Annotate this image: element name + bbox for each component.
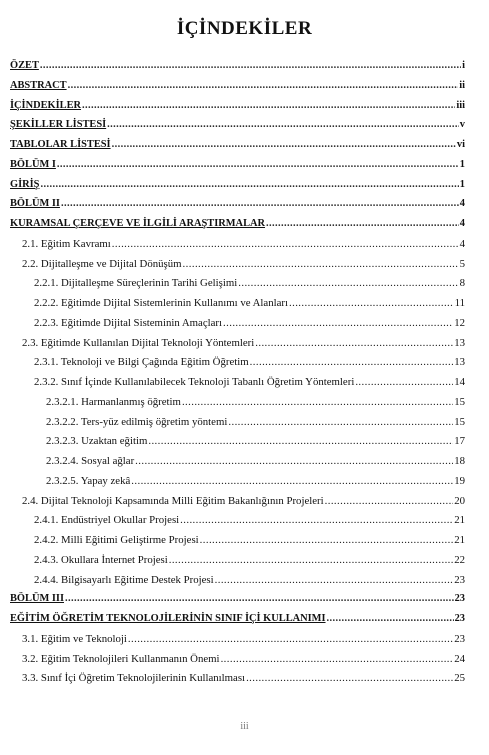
toc-entry[interactable] xyxy=(10,80,465,100)
toc-entry-page: 22 xyxy=(454,553,465,566)
toc-entry-page: 11 xyxy=(454,297,465,309)
toc-entry[interactable] xyxy=(10,238,465,258)
toc-entry-page: 20 xyxy=(454,494,465,507)
toc-dot-leader xyxy=(221,653,454,665)
toc-dot-leader xyxy=(228,416,453,428)
toc-entry-label: BÖLÜM III xyxy=(10,593,64,605)
toc-entry-page: 23 xyxy=(454,632,465,645)
toc-entry-label: 2.3. Eğitimde Kullanılan Dijital Teknoloji Yöntemleri xyxy=(22,336,255,349)
toc-entry-page: iii xyxy=(456,99,465,111)
toc-entry[interactable] xyxy=(10,100,465,120)
toc-entry-page: 23 xyxy=(454,593,465,605)
toc-entry-label: 2.4.3. Okullara İnternet Projesi xyxy=(34,553,168,566)
toc-entry[interactable] xyxy=(10,435,465,455)
toc-dot-leader xyxy=(355,376,453,388)
toc-entry[interactable] xyxy=(10,218,465,238)
toc-entry[interactable] xyxy=(10,534,465,554)
toc-entry-label: 2.2.1. Dijitalleşme Süreçlerinin Tarihi Gelişimi xyxy=(34,277,238,290)
toc-entry-page: 4 xyxy=(459,237,465,250)
toc-entry-page: 15 xyxy=(454,395,465,408)
toc-entry[interactable] xyxy=(10,554,465,574)
toc-entry[interactable] xyxy=(10,653,465,673)
toc-entry-label: 2.4.4. Bilgisayarlı Eğitime Destek Projesi xyxy=(34,573,214,586)
toc-entry-label: 2.2.2. Eğitimde Dijital Sistemlerinin Kullanımı ve Alanları xyxy=(34,297,288,309)
toc-entry-page: 15 xyxy=(454,415,465,428)
toc-entry[interactable] xyxy=(10,139,465,159)
toc-entry[interactable] xyxy=(10,574,465,594)
toc-dot-leader xyxy=(112,139,456,150)
toc-dot-leader xyxy=(289,297,454,309)
toc-entry[interactable] xyxy=(10,396,465,416)
toc-entry-page: 24 xyxy=(454,652,465,665)
toc-entry-label: 2.4.1. Endüstriyel Okullar Projesi xyxy=(34,514,180,527)
toc-dot-leader xyxy=(112,238,459,250)
toc-entry-label: BÖLÜM II xyxy=(10,198,60,210)
toc-entry-label: GİRİŞ xyxy=(10,178,40,190)
toc-dot-leader xyxy=(82,100,455,111)
toc-entry-page: 12 xyxy=(454,316,465,329)
toc-entry-label: TABLOLAR LİSTESİ xyxy=(10,139,111,150)
toc-entry-label: 2.3.2. Sınıf İçinde Kullanılabilecek Teknoloji Tabanlı Öğretim Yöntemleri xyxy=(34,376,355,388)
toc-entry[interactable] xyxy=(10,317,465,337)
toc-dot-leader xyxy=(182,396,453,408)
toc-entry[interactable] xyxy=(10,198,465,218)
toc-entry-label: 2.3.2.4. Sosyal ağlar xyxy=(46,455,135,467)
toc-dot-leader xyxy=(183,258,459,270)
page-title: İÇİNDEKİLER xyxy=(176,18,313,39)
toc-entry-label: 2.2.3. Eğitimde Dijital Sisteminin Amaçları xyxy=(34,316,223,329)
toc-entry-page: 4 xyxy=(459,198,465,210)
toc-entry-page: 5 xyxy=(459,257,465,270)
toc-entry[interactable] xyxy=(10,119,465,139)
toc-entry-label: 2.2. Dijitalleşme ve Dijital Dönüşüm xyxy=(22,257,182,270)
toc-dot-leader xyxy=(223,317,453,329)
toc-entry[interactable] xyxy=(10,455,465,475)
toc-entry[interactable] xyxy=(10,495,465,515)
toc-dot-leader xyxy=(246,672,453,684)
toc-entry-page: i xyxy=(462,60,465,71)
toc-dot-leader xyxy=(131,475,453,487)
toc-dot-leader xyxy=(135,455,453,467)
toc-entry-label: 2.3.2.3. Uzaktan eğitim xyxy=(46,435,148,448)
toc-entry-page: 23 xyxy=(454,573,465,586)
toc-entry[interactable] xyxy=(10,60,465,80)
toc-dot-leader xyxy=(327,613,454,624)
toc-entry-page: 21 xyxy=(454,534,465,546)
toc-dot-leader xyxy=(215,574,454,586)
toc-entry-page: 8 xyxy=(459,277,465,290)
toc-entry[interactable] xyxy=(10,337,465,357)
toc-entry-label: KURAMSAL ÇERÇEVE VE İLGİLİ ARAŞTIRMALAR xyxy=(10,218,266,229)
toc-entry-label: ÖZET xyxy=(10,60,39,71)
toc-entry-label: 2.4.2. Milli Eğitimi Geliştirme Projesi xyxy=(34,534,199,546)
toc-entry-label: 3.1. Eğitim ve Teknoloji xyxy=(22,632,127,645)
toc-dot-leader xyxy=(68,80,459,91)
toc-entry-page: 19 xyxy=(454,474,465,487)
toc-dot-leader xyxy=(180,514,453,526)
toc-dot-leader xyxy=(169,554,453,566)
toc-dot-leader xyxy=(107,119,459,130)
toc-entry-label: ABSTRACT xyxy=(10,79,67,91)
toc-entry-page: ii xyxy=(459,79,465,91)
page-number: iii xyxy=(240,721,249,732)
toc-entry[interactable] xyxy=(10,159,465,179)
toc-entry-label: 2.3.2.1. Harmanlanmış öğretim xyxy=(46,395,181,408)
toc-dot-leader xyxy=(200,534,454,546)
toc-entry-label: 2.3.2.2. Ters-yüz edilmiş öğretim yöntemi xyxy=(46,415,228,428)
toc-entry-page: 17 xyxy=(454,435,465,448)
toc-dot-leader xyxy=(128,633,453,645)
toc-entry-page: 21 xyxy=(454,514,465,527)
toc-entry[interactable] xyxy=(10,258,465,278)
toc-entry-page: 14 xyxy=(454,376,465,388)
toc-entry-label: EĞİTİM ÖĞRETİM TEKNOLOJİLERİNİN SINIF İÇİ KULLANIMI xyxy=(10,613,326,624)
toc-entry[interactable] xyxy=(10,356,465,376)
toc-entry[interactable] xyxy=(10,613,465,633)
toc-entry-label: İÇİNDEKİLER xyxy=(10,99,82,111)
toc-dot-leader xyxy=(255,337,453,349)
toc-entry[interactable] xyxy=(10,179,465,199)
toc-entry[interactable] xyxy=(10,672,465,692)
toc-entry-page: vi xyxy=(456,139,465,150)
toc-entry-page: 13 xyxy=(454,356,465,369)
toc-dot-leader xyxy=(40,60,461,71)
toc-entry-label: ŞEKİLLER LİSTESİ xyxy=(10,119,107,131)
toc-dot-leader xyxy=(61,198,459,209)
toc-entry-page: 23 xyxy=(454,613,465,624)
toc-entry-page: 25 xyxy=(454,672,465,685)
toc-dot-leader xyxy=(40,179,458,190)
toc-entry-page: 1 xyxy=(459,158,465,170)
toc-entry-page: 13 xyxy=(454,336,465,349)
toc-entry[interactable] xyxy=(10,297,465,317)
toc-entry[interactable] xyxy=(10,376,465,396)
toc-entry[interactable] xyxy=(10,633,465,653)
toc-dot-leader xyxy=(250,356,454,368)
toc-entry-page: 4 xyxy=(459,218,465,229)
toc-dot-leader xyxy=(238,277,458,289)
toc-entry-label: 2.1. Eğitim Kavramı xyxy=(22,237,111,250)
toc-entry-page: 1 xyxy=(459,178,465,190)
toc-entry-label: 2.3.2.5. Yapay zekâ xyxy=(46,474,131,487)
toc-entry-label: 3.3. Sınıf İçi Öğretim Teknolojilerinin Kullanılması xyxy=(22,672,246,685)
toc-entry-label: 3.2. Eğitim Teknolojileri Kullanmanın Önemi xyxy=(22,652,220,665)
toc-entry[interactable] xyxy=(10,416,465,436)
toc-dot-leader xyxy=(57,159,459,170)
toc-dot-leader xyxy=(266,218,459,229)
toc-entry-label: BÖLÜM I xyxy=(10,158,56,170)
toc-entry[interactable] xyxy=(10,593,465,613)
toc-dot-leader xyxy=(148,435,453,447)
toc-entry-page: v xyxy=(459,119,465,131)
toc-dot-leader xyxy=(65,593,454,604)
toc-entry[interactable] xyxy=(10,514,465,534)
toc-dot-leader xyxy=(325,495,454,507)
toc-entry[interactable] xyxy=(10,475,465,495)
table-of-contents xyxy=(10,60,465,692)
toc-entry-label: 2.4. Dijital Teknoloji Kapsamında Milli Eğitim Bakanlığının Projeleri xyxy=(22,494,324,507)
toc-entry-label: 2.3.1. Teknoloji ve Bilgi Çağında Eğitim Öğretim xyxy=(34,356,249,369)
toc-entry-page: 18 xyxy=(454,455,465,467)
toc-entry[interactable] xyxy=(10,277,465,297)
